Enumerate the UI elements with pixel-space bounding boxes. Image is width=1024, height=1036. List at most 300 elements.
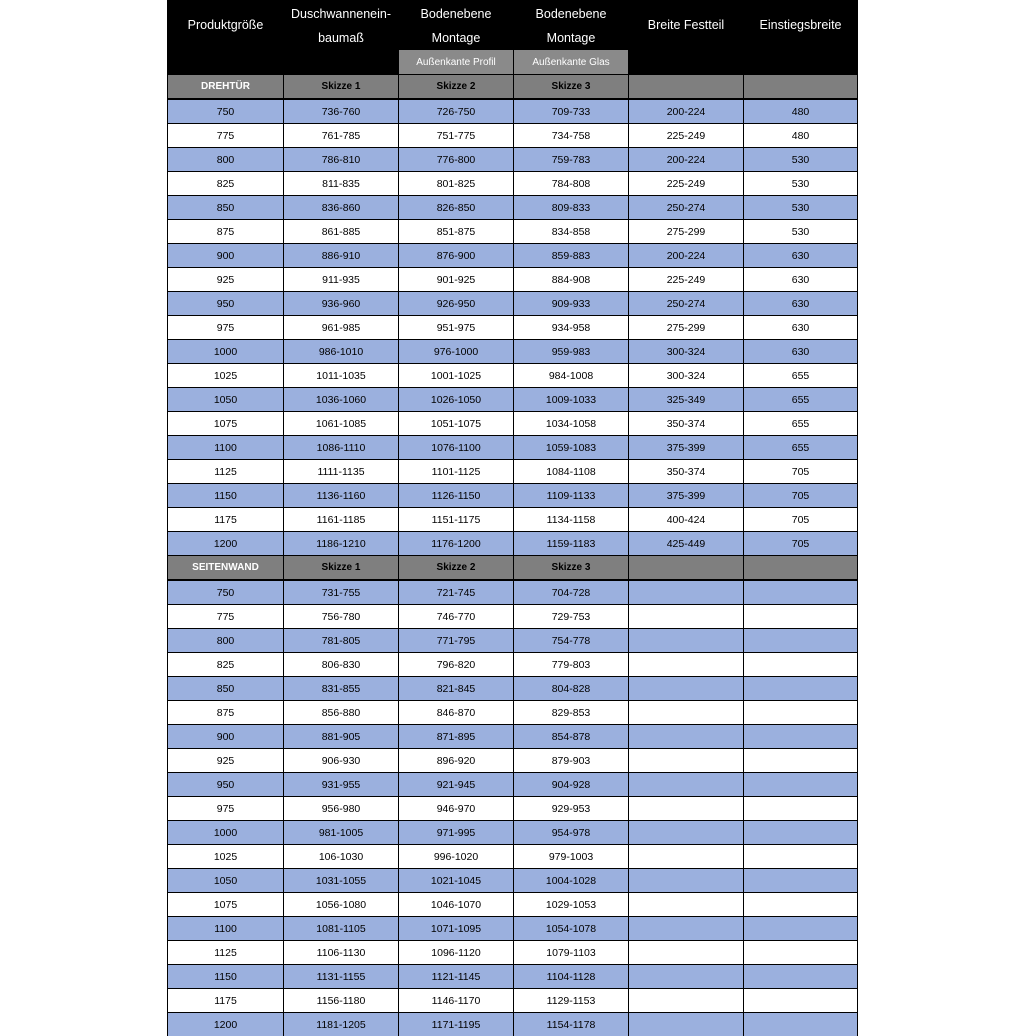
table-cell: 106-1030 <box>284 845 399 869</box>
table-cell: 850 <box>168 677 284 701</box>
table-cell: 1125 <box>168 460 284 484</box>
table-cell: 1109-1133 <box>514 484 629 508</box>
size-table <box>167 0 858 1036</box>
table-row <box>168 677 858 701</box>
table-cell: 825 <box>168 172 284 196</box>
section-label: DREHTÜR <box>168 75 284 100</box>
section-row <box>168 556 858 581</box>
table-row <box>168 508 858 532</box>
table-row <box>168 773 858 797</box>
table-cell <box>629 677 744 701</box>
table-cell: 1150 <box>168 484 284 508</box>
table-cell: 946-970 <box>399 797 514 821</box>
table-cell <box>629 580 744 605</box>
table-cell: 984-1008 <box>514 364 629 388</box>
table-cell: 300-324 <box>629 340 744 364</box>
table-cell <box>744 797 858 821</box>
table-cell: 705 <box>744 484 858 508</box>
table-cell: 896-920 <box>399 749 514 773</box>
table-row <box>168 124 858 148</box>
table-cell: 904-928 <box>514 773 629 797</box>
table-cell: 1034-1058 <box>514 412 629 436</box>
table-cell: 1121-1145 <box>399 965 514 989</box>
header-floor-level-profile <box>399 0 514 50</box>
header-line: Montage <box>399 26 514 50</box>
table-cell: 821-845 <box>399 677 514 701</box>
table-cell: 836-860 <box>284 196 399 220</box>
table-cell: 1100 <box>168 917 284 941</box>
table-row <box>168 412 858 436</box>
table-cell: 1150 <box>168 965 284 989</box>
table-cell: 954-978 <box>514 821 629 845</box>
table-cell: 225-249 <box>629 172 744 196</box>
table-cell: 1156-1180 <box>284 989 399 1013</box>
table-row <box>168 244 858 268</box>
table-cell: 250-274 <box>629 292 744 316</box>
table-cell: 480 <box>744 99 858 124</box>
table-cell: 325-349 <box>629 388 744 412</box>
sketch-label: Skizze 2 <box>399 556 514 581</box>
header-spacer <box>284 50 399 75</box>
table-cell: 806-830 <box>284 653 399 677</box>
table-cell: 986-1010 <box>284 340 399 364</box>
table-cell: 950 <box>168 292 284 316</box>
table-row <box>168 148 858 172</box>
table-row <box>168 220 858 244</box>
table-cell: 655 <box>744 388 858 412</box>
table-cell: 871-895 <box>399 725 514 749</box>
table-cell: 854-878 <box>514 725 629 749</box>
table-row <box>168 316 858 340</box>
section-row <box>168 75 858 100</box>
table-cell: 850 <box>168 196 284 220</box>
table-cell: 530 <box>744 196 858 220</box>
table-cell <box>744 989 858 1013</box>
table-cell: 705 <box>744 460 858 484</box>
table-cell: 375-399 <box>629 484 744 508</box>
header-line: Bodenebene <box>399 2 514 26</box>
table-cell <box>629 797 744 821</box>
table-cell: 200-224 <box>629 148 744 172</box>
table-cell: 1081-1105 <box>284 917 399 941</box>
table-cell: 825 <box>168 653 284 677</box>
table-cell <box>629 845 744 869</box>
table-cell: 884-908 <box>514 268 629 292</box>
table-cell: 1096-1120 <box>399 941 514 965</box>
table-cell: 1031-1055 <box>284 869 399 893</box>
table-row <box>168 989 858 1013</box>
table-cell: 1001-1025 <box>399 364 514 388</box>
table-cell: 911-935 <box>284 268 399 292</box>
table-row <box>168 797 858 821</box>
table-row <box>168 460 858 484</box>
table-cell: 800 <box>168 629 284 653</box>
table-cell: 1050 <box>168 869 284 893</box>
table-cell: 225-249 <box>629 124 744 148</box>
sketch-label: Skizze 3 <box>514 556 629 581</box>
table-row <box>168 364 858 388</box>
table-cell <box>744 749 858 773</box>
table-cell: 875 <box>168 701 284 725</box>
table-cell: 1101-1125 <box>399 460 514 484</box>
table-cell: 826-850 <box>399 196 514 220</box>
header-floor-level-glass <box>514 0 629 50</box>
table-cell <box>744 677 858 701</box>
table-cell: 630 <box>744 292 858 316</box>
table-cell: 630 <box>744 316 858 340</box>
table-row <box>168 99 858 124</box>
table-row <box>168 388 858 412</box>
table-cell <box>744 605 858 629</box>
table-cell: 1036-1060 <box>284 388 399 412</box>
table-cell: 936-960 <box>284 292 399 316</box>
table-cell: 859-883 <box>514 244 629 268</box>
table-cell: 1200 <box>168 1013 284 1036</box>
table-cell: 786-810 <box>284 148 399 172</box>
table-cell: 925 <box>168 749 284 773</box>
table-cell: 655 <box>744 364 858 388</box>
table-cell: 1186-1210 <box>284 532 399 556</box>
table-cell: 950 <box>168 773 284 797</box>
table-cell: 961-985 <box>284 316 399 340</box>
table-cell: 779-803 <box>514 653 629 677</box>
table-cell: 731-755 <box>284 580 399 605</box>
table-cell <box>744 869 858 893</box>
table-cell: 1100 <box>168 436 284 460</box>
table-cell: 981-1005 <box>284 821 399 845</box>
table-cell <box>744 580 858 605</box>
header-line: Bodenebene <box>514 2 629 26</box>
table-cell: 761-785 <box>284 124 399 148</box>
table-cell: 1071-1095 <box>399 917 514 941</box>
table-cell: 800 <box>168 148 284 172</box>
table-cell: 1026-1050 <box>399 388 514 412</box>
table-cell: 1084-1108 <box>514 460 629 484</box>
table-cell <box>629 1013 744 1036</box>
table-cell: 901-925 <box>399 268 514 292</box>
table-cell: 751-775 <box>399 124 514 148</box>
table-cell: 906-930 <box>284 749 399 773</box>
table-cell: 886-910 <box>284 244 399 268</box>
table-cell: 1161-1185 <box>284 508 399 532</box>
table-cell: 705 <box>744 532 858 556</box>
table-row <box>168 893 858 917</box>
subheader-outer-edge-glass: Außenkante Glas <box>514 50 629 75</box>
table-cell: 951-975 <box>399 316 514 340</box>
sketch-label: Skizze 3 <box>514 75 629 100</box>
table-cell: 1000 <box>168 340 284 364</box>
table-cell: 750 <box>168 580 284 605</box>
table-cell: 225-249 <box>629 268 744 292</box>
table-cell <box>629 629 744 653</box>
table-cell: 1000 <box>168 821 284 845</box>
header-fixed-panel-width: Breite Festteil <box>629 0 744 50</box>
table-cell: 1146-1170 <box>399 989 514 1013</box>
table-cell: 1004-1028 <box>514 869 629 893</box>
header-line: baumaß <box>284 26 399 50</box>
table-cell <box>744 941 858 965</box>
table-row <box>168 845 858 869</box>
table-row <box>168 580 858 605</box>
section-blank-cell <box>744 75 858 100</box>
table-cell: 996-1020 <box>399 845 514 869</box>
table-header <box>168 0 858 75</box>
sketch-label: Skizze 1 <box>284 556 399 581</box>
table-row <box>168 340 858 364</box>
table-cell: 1061-1085 <box>284 412 399 436</box>
table-cell <box>629 941 744 965</box>
table-cell: 959-983 <box>514 340 629 364</box>
table-cell: 900 <box>168 725 284 749</box>
table-cell: 975 <box>168 797 284 821</box>
header-product-size: Produktgröße <box>168 0 284 50</box>
table-cell: 1075 <box>168 412 284 436</box>
table-cell <box>629 989 744 1013</box>
header-shower-tray-dimension <box>284 0 399 50</box>
table-cell: 929-953 <box>514 797 629 821</box>
table-cell: 976-1000 <box>399 340 514 364</box>
table-cell: 630 <box>744 268 858 292</box>
table-cell: 1079-1103 <box>514 941 629 965</box>
table-cell <box>744 725 858 749</box>
table-cell: 1134-1158 <box>514 508 629 532</box>
table-row <box>168 821 858 845</box>
subheader-outer-edge-profile: Außenkante Profil <box>399 50 514 75</box>
table-cell: 480 <box>744 124 858 148</box>
table-cell: 1021-1045 <box>399 869 514 893</box>
table-cell: 530 <box>744 220 858 244</box>
table-cell: 979-1003 <box>514 845 629 869</box>
table-cell: 900 <box>168 244 284 268</box>
table-cell: 771-795 <box>399 629 514 653</box>
table-cell: 705 <box>744 508 858 532</box>
table-cell: 200-224 <box>629 99 744 124</box>
table-cell: 975 <box>168 316 284 340</box>
table-row <box>168 292 858 316</box>
table-cell: 921-945 <box>399 773 514 797</box>
table-cell: 530 <box>744 172 858 196</box>
table-cell <box>629 773 744 797</box>
table-cell: 856-880 <box>284 701 399 725</box>
table-cell: 746-770 <box>399 605 514 629</box>
table-cell: 851-875 <box>399 220 514 244</box>
table-cell: 1154-1178 <box>514 1013 629 1036</box>
table-row <box>168 436 858 460</box>
table-cell: 1175 <box>168 989 284 1013</box>
table-cell: 909-933 <box>514 292 629 316</box>
table-cell: 425-449 <box>629 532 744 556</box>
table-cell: 829-853 <box>514 701 629 725</box>
table-row <box>168 749 858 773</box>
table-cell: 726-750 <box>399 99 514 124</box>
table-cell: 275-299 <box>629 220 744 244</box>
table-row <box>168 172 858 196</box>
table-cell <box>629 605 744 629</box>
table-cell: 1151-1175 <box>399 508 514 532</box>
table-cell <box>629 725 744 749</box>
header-spacer <box>168 50 284 75</box>
table-cell: 1075 <box>168 893 284 917</box>
header-line: Montage <box>514 26 629 50</box>
table-cell: 250-274 <box>629 196 744 220</box>
table-cell <box>744 653 858 677</box>
table-cell: 1054-1078 <box>514 917 629 941</box>
table-row <box>168 196 858 220</box>
table-cell <box>744 893 858 917</box>
table-cell: 750 <box>168 99 284 124</box>
table-cell: 801-825 <box>399 172 514 196</box>
table-cell: 734-758 <box>514 124 629 148</box>
table-cell: 375-399 <box>629 436 744 460</box>
table-cell: 400-424 <box>629 508 744 532</box>
sketch-label: Skizze 1 <box>284 75 399 100</box>
table-cell: 781-805 <box>284 629 399 653</box>
table-cell: 1059-1083 <box>514 436 629 460</box>
table-cell: 934-958 <box>514 316 629 340</box>
table-cell: 1106-1130 <box>284 941 399 965</box>
table-row <box>168 965 858 989</box>
table-cell: 709-733 <box>514 99 629 124</box>
table-cell: 775 <box>168 124 284 148</box>
table-cell: 1111-1135 <box>284 460 399 484</box>
table-cell: 1050 <box>168 388 284 412</box>
table-row <box>168 605 858 629</box>
table-body <box>168 75 858 1036</box>
table-cell <box>744 821 858 845</box>
table-cell: 811-835 <box>284 172 399 196</box>
table-cell: 721-745 <box>399 580 514 605</box>
table-cell: 200-224 <box>629 244 744 268</box>
table-cell: 1104-1128 <box>514 965 629 989</box>
table-cell: 796-820 <box>399 653 514 677</box>
table-cell: 1076-1100 <box>399 436 514 460</box>
table-cell: 971-995 <box>399 821 514 845</box>
table-cell: 300-324 <box>629 364 744 388</box>
table-cell: 784-808 <box>514 172 629 196</box>
table-cell: 655 <box>744 436 858 460</box>
table-cell: 881-905 <box>284 725 399 749</box>
table-cell <box>744 917 858 941</box>
table-cell: 1046-1070 <box>399 893 514 917</box>
table-cell: 350-374 <box>629 460 744 484</box>
table-cell: 350-374 <box>629 412 744 436</box>
table-row <box>168 917 858 941</box>
table-cell: 875 <box>168 220 284 244</box>
table-row <box>168 484 858 508</box>
table-cell <box>629 917 744 941</box>
table-row <box>168 268 858 292</box>
table-cell <box>629 869 744 893</box>
table-cell: 1131-1155 <box>284 965 399 989</box>
table-cell: 846-870 <box>399 701 514 725</box>
table-row <box>168 941 858 965</box>
table-cell: 756-780 <box>284 605 399 629</box>
table-cell: 729-753 <box>514 605 629 629</box>
table-row <box>168 629 858 653</box>
table-cell <box>629 965 744 989</box>
table-cell: 831-855 <box>284 677 399 701</box>
table-cell: 1175 <box>168 508 284 532</box>
size-table-sheet <box>167 0 857 1024</box>
table-row <box>168 1013 858 1036</box>
section-blank-cell <box>629 75 744 100</box>
table-cell: 925 <box>168 268 284 292</box>
header-line: Duschwannenein- <box>284 2 399 26</box>
table-cell <box>744 1013 858 1036</box>
table-cell: 956-980 <box>284 797 399 821</box>
table-cell <box>744 965 858 989</box>
table-cell: 879-903 <box>514 749 629 773</box>
table-cell: 1176-1200 <box>399 532 514 556</box>
table-cell <box>629 653 744 677</box>
table-cell: 861-885 <box>284 220 399 244</box>
table-cell: 1025 <box>168 364 284 388</box>
header-spacer <box>744 50 858 75</box>
table-cell: 1086-1110 <box>284 436 399 460</box>
table-cell <box>744 845 858 869</box>
table-cell: 736-760 <box>284 99 399 124</box>
table-cell: 630 <box>744 244 858 268</box>
section-blank-cell <box>744 556 858 581</box>
table-cell: 1136-1160 <box>284 484 399 508</box>
table-cell: 1056-1080 <box>284 893 399 917</box>
table-cell: 630 <box>744 340 858 364</box>
table-row <box>168 532 858 556</box>
table-cell <box>744 629 858 653</box>
table-row <box>168 869 858 893</box>
table-cell: 775 <box>168 605 284 629</box>
table-cell <box>629 701 744 725</box>
table-cell: 1029-1053 <box>514 893 629 917</box>
table-cell: 1129-1153 <box>514 989 629 1013</box>
table-cell <box>744 701 858 725</box>
table-cell: 1126-1150 <box>399 484 514 508</box>
table-cell <box>744 773 858 797</box>
table-cell: 530 <box>744 148 858 172</box>
table-cell: 876-900 <box>399 244 514 268</box>
table-cell: 834-858 <box>514 220 629 244</box>
table-row <box>168 653 858 677</box>
table-cell: 931-955 <box>284 773 399 797</box>
table-cell: 1025 <box>168 845 284 869</box>
sketch-label: Skizze 2 <box>399 75 514 100</box>
section-label: SEITENWAND <box>168 556 284 581</box>
header-entry-width: Einstiegsbreite <box>744 0 858 50</box>
table-cell: 809-833 <box>514 196 629 220</box>
table-cell: 1009-1033 <box>514 388 629 412</box>
section-blank-cell <box>629 556 744 581</box>
table-cell: 1200 <box>168 532 284 556</box>
table-cell <box>629 893 744 917</box>
table-cell: 1011-1035 <box>284 364 399 388</box>
table-row <box>168 701 858 725</box>
table-cell: 655 <box>744 412 858 436</box>
table-cell: 1051-1075 <box>399 412 514 436</box>
table-cell <box>629 749 744 773</box>
table-cell: 926-950 <box>399 292 514 316</box>
header-spacer <box>629 50 744 75</box>
table-cell: 754-778 <box>514 629 629 653</box>
table-cell: 759-783 <box>514 148 629 172</box>
table-cell: 804-828 <box>514 677 629 701</box>
table-cell: 1125 <box>168 941 284 965</box>
table-cell: 776-800 <box>399 148 514 172</box>
table-cell: 704-728 <box>514 580 629 605</box>
table-cell: 1181-1205 <box>284 1013 399 1036</box>
table-cell: 275-299 <box>629 316 744 340</box>
table-cell <box>629 821 744 845</box>
table-row <box>168 725 858 749</box>
